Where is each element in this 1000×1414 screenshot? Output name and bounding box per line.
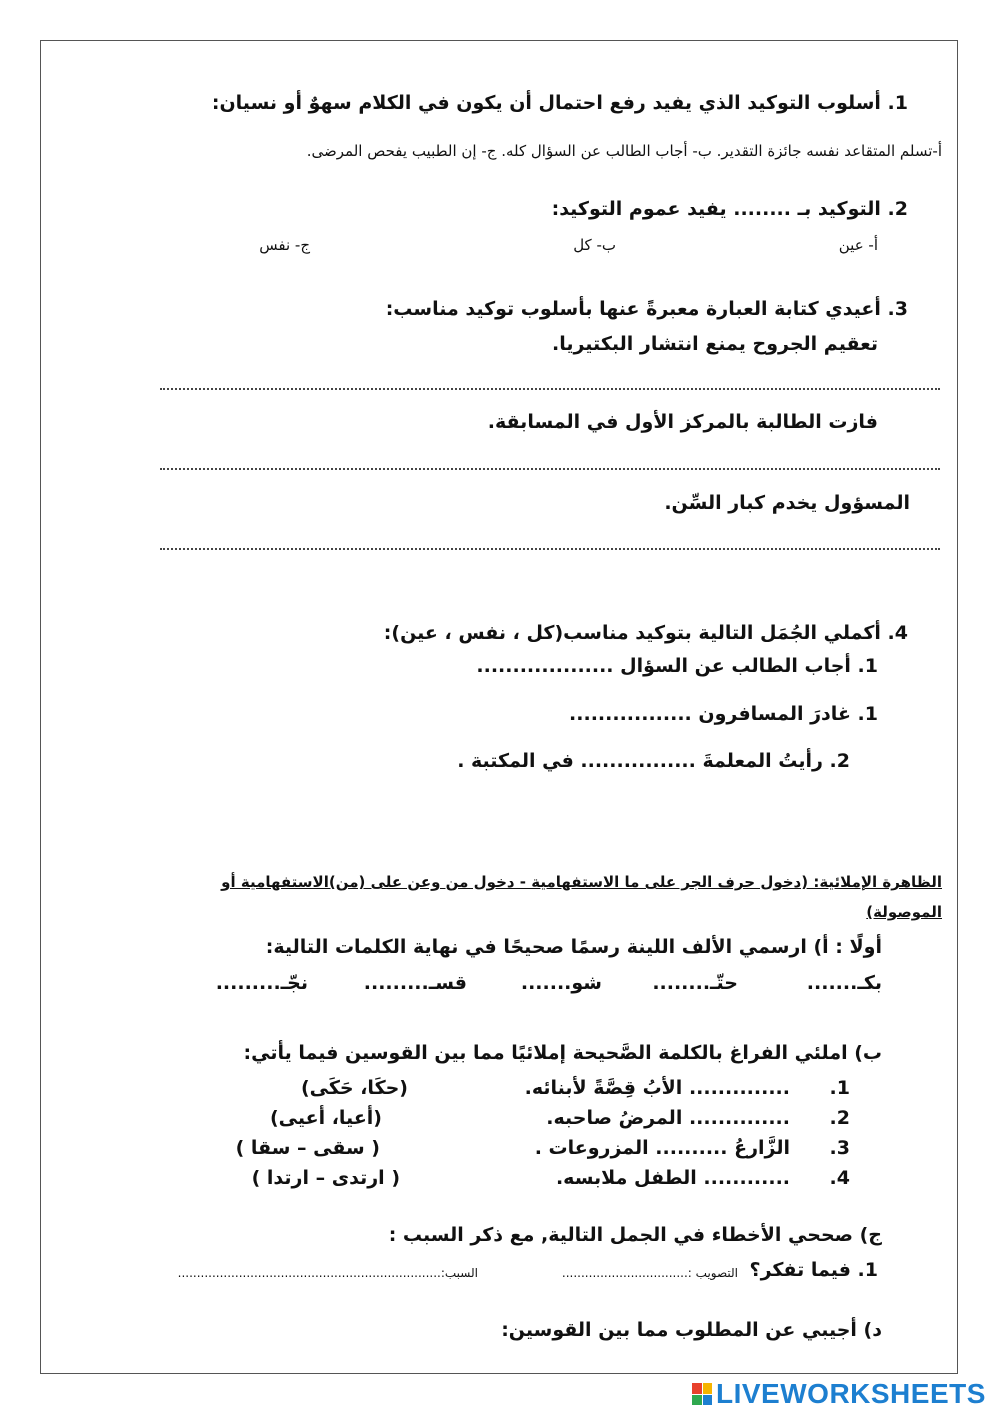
b-item-3-number: 3. bbox=[829, 1137, 850, 1159]
question-1-options: أ-تسلم المتقاعد نفسه جائزة التقدير. ب- أجاب الطالب عن السؤال كله. ج- إن الطبيب يفحص المرضى. bbox=[306, 142, 942, 160]
b-item-1-number: 1. bbox=[829, 1077, 850, 1099]
question-4-item-1[interactable]: 1. أجاب الطالب عن السؤال ................... bbox=[476, 655, 878, 677]
liveworksheets-icon bbox=[692, 1383, 712, 1405]
question-3: 3. أعيدي كتابة العبارة معبرةً عنها بأسلوب توكيد مناسب: bbox=[385, 298, 908, 320]
b-task-title: ب) املئي الفراغ بالكلمة الصَّحيحة إملائيًا مما بين القوسين فيما يأتي: bbox=[243, 1042, 882, 1064]
word-4[interactable]: قسـ......... bbox=[363, 972, 467, 994]
word-5[interactable]: نجّـ......... bbox=[215, 972, 308, 994]
question-2: 2. التوكيد بـ ........ يفيد عموم التوكيد: bbox=[551, 198, 908, 220]
word-1[interactable]: بكـ....... bbox=[806, 972, 882, 994]
b-item-4-number: 4. bbox=[829, 1167, 850, 1189]
question-2-option-c: ج- نفس bbox=[259, 236, 310, 254]
c-task-title: ج) صححي الأخطاء في الجمل التالية, مع ذكر السبب : bbox=[388, 1224, 882, 1246]
question-3-sentence-1: تعقيم الجروح يمنع انتشار البكتيريا. bbox=[552, 333, 878, 355]
b-item-1-choices: (حكَا، حَكَى) bbox=[300, 1077, 408, 1099]
logo-square-blue bbox=[703, 1395, 713, 1406]
liveworksheets-logo bbox=[692, 1376, 986, 1412]
b-item-4-sentence[interactable]: ............ الطفل ملابسه. bbox=[555, 1167, 790, 1189]
logo-square-green bbox=[692, 1395, 702, 1406]
spelling-heading: الظاهرة الإملائية: (دخول حرف الجر على ما الاستفهامية - دخول من وعن على (من)الاستفهامية أو bbox=[221, 873, 942, 891]
first-task-title: أولًا : أ) ارسمي الألف اللينة رسمًا صحيحًا في نهاية الكلمات التالية: bbox=[265, 936, 882, 958]
answer-line-3[interactable] bbox=[160, 548, 940, 550]
question-3-sentence-3: المسؤول يخدم كبار السِّن. bbox=[664, 492, 910, 514]
answer-line-1[interactable] bbox=[160, 388, 940, 390]
c-reason-field[interactable]: السبب:..................................................................... bbox=[177, 1266, 478, 1280]
spelling-heading-continued: الموصولة) bbox=[866, 903, 942, 921]
logo-square-yellow bbox=[703, 1383, 713, 1394]
c-correction-field[interactable]: التصويب :................................. bbox=[561, 1266, 738, 1280]
question-4: 4. أكملي الجُمَل التالية بتوكيد مناسب(كل ، نفس ، عين): bbox=[383, 622, 908, 644]
question-4-item-3[interactable]: 2. رأيتُ المعلمةَ ................ في المكتبة . bbox=[457, 750, 850, 772]
b-item-2-sentence[interactable]: .............. المرضُ صاحبه. bbox=[546, 1107, 790, 1129]
question-4-item-2[interactable]: 1. غادرَ المسافرون ................. bbox=[569, 703, 878, 725]
question-2-option-a: أ- عين bbox=[838, 236, 878, 254]
word-3[interactable]: شو....... bbox=[520, 972, 602, 994]
c-item-1: 1. فيما تفكر؟ bbox=[749, 1259, 878, 1281]
question-2-option-b: ب- كل bbox=[573, 236, 616, 254]
b-item-2-number: 2. bbox=[829, 1107, 850, 1129]
b-item-3-choices: ( سقى – سقا ) bbox=[235, 1137, 380, 1159]
answer-line-2[interactable] bbox=[160, 468, 940, 470]
b-item-1-sentence[interactable]: .............. الأبُ قِصَّةً لأبنائه. bbox=[524, 1077, 790, 1099]
question-3-sentence-2: فازت الطالبة بالمركز الأول في المسابقة. bbox=[487, 411, 878, 433]
b-item-3-sentence[interactable]: الزَّارعُ .......... المزروعات . bbox=[534, 1137, 790, 1159]
word-2[interactable]: حتّـ........ bbox=[652, 972, 738, 994]
b-item-2-choices: (أعيا، أعيى) bbox=[269, 1107, 382, 1129]
question-1: 1. أسلوب التوكيد الذي يفيد رفع احتمال أن يكون في الكلام سهوٌ أو نسيان: bbox=[211, 92, 908, 114]
liveworksheets-logo-text: LIVEWORKSHEETS bbox=[716, 1378, 986, 1409]
d-task-title: د) أجيبي عن المطلوب مما بين القوسين: bbox=[501, 1319, 882, 1341]
b-item-4-choices: ( ارتدى – ارتدا ) bbox=[251, 1167, 400, 1189]
logo-square-red bbox=[692, 1383, 702, 1394]
